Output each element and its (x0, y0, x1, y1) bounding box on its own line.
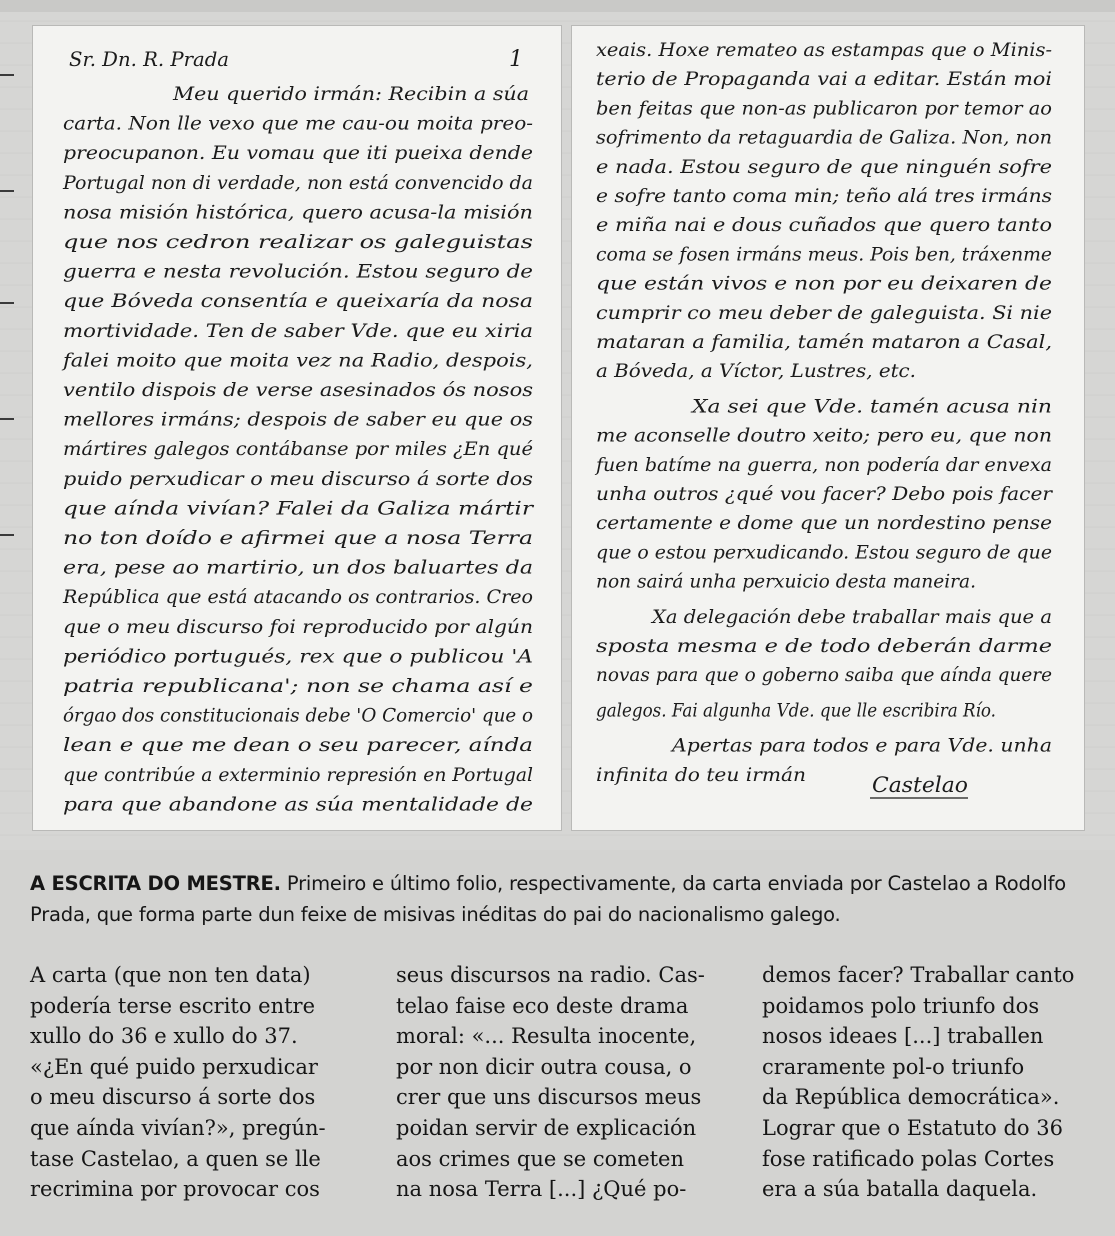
handwriting-last-folio (572, 26, 1084, 830)
handwritten-line: que aínda vivían? Falei da Galiza mártir (63, 497, 536, 520)
handwritten-line: Xa sei que Vde. tamén acusa nin (689, 395, 1052, 418)
margin-tick (0, 74, 14, 76)
handwritten-line: que o meu discurso foi reproducido por algún (63, 615, 533, 638)
handwritten-line: mortividade. Ten de saber Vde. que eu xiria (63, 319, 533, 342)
handwritten-line: sposta mesma e de todo deberán darme (596, 635, 1052, 657)
handwritten-line: fuen batíme na guerra, non podería dar envexa (593, 453, 1052, 476)
article-line: da República democrática». (762, 1085, 1060, 1110)
article-line: demos facer? Traballar canto (762, 963, 1075, 987)
article-line: moral: «... Resulta inocente, (396, 1024, 697, 1049)
handwritten-line: xeais. Hoxe remateo as estampas que o Minis- (596, 39, 1052, 61)
handwritten-line: nosa misión histórica, quero acusa-la misión (63, 201, 533, 224)
handwritten-line: ventilo dispois de verse asesinados ós nosos (63, 379, 534, 401)
top-stripe (0, 0, 1115, 12)
handwritten-line: Meu querido irmán: Recibin a súa (171, 83, 529, 105)
margin-tick (0, 302, 14, 304)
handwritten-line: Apertas para todos e para Vde. unha (669, 734, 1052, 757)
handwritten-line: que o estou perxudicando. Estou seguro de que (596, 541, 1052, 564)
handwritten-line: que Bóveda consentía e queixaría da nosa (63, 290, 533, 313)
article-line: tase Castelao, a quen se lle (30, 1146, 321, 1171)
margin-tick (0, 190, 14, 192)
article-line: seus discursos na radio. Cas- (396, 963, 705, 987)
article-line: «¿En qué puido perxudicar (30, 1054, 318, 1079)
handwritten-line: que están vivos e non por eu deixaren de (596, 272, 1052, 295)
article-line: podería terse escrito entre (30, 993, 316, 1018)
article-line: recrimina por provocar cos (30, 1177, 320, 1202)
photo-caption (30, 868, 1090, 930)
article-line: poidan servir de explicación (396, 1115, 697, 1140)
handwritten-line: a Bóveda, a Víctor, Lustres, etc. (596, 360, 916, 383)
article-line: crer que uns discursos meus (396, 1085, 702, 1110)
article-line: fose ratificado polas Cortes (762, 1146, 1055, 1171)
article-line: o meu discurso á sorte dos (30, 1085, 316, 1110)
letter-folio-last (572, 26, 1084, 830)
article-line: craramente pol-o triunfo (762, 1054, 1025, 1079)
handwritten-line: mártires galegos contábanse por miles ¿En qué (63, 438, 533, 461)
article-line: Lograr que o Estatuto do 36 (762, 1115, 1063, 1140)
handwritten-line: que nos cedron realizar os galeguistas (63, 231, 534, 253)
handwritten-line: me aconselle doutro xeito; pero eu, que non (596, 424, 1052, 447)
handwritten-line: ben feitas que non-as publicaron por temor ao (596, 97, 1052, 120)
margin-tick (0, 534, 14, 536)
article-line: xullo do 36 e xullo do 37. (30, 1024, 298, 1049)
handwritten-line: patria republicana'; non se chama así e (63, 675, 533, 697)
handwritten-line: e nada. Estou seguro de que ninguén sofre (596, 155, 1052, 178)
article-line: A carta (que non ten data) (30, 963, 311, 987)
handwritten-line: República que está atacando os contrarios. Creo (61, 586, 533, 609)
handwritten-line: órgao dos constitucionais debe 'O Comercio' que o (63, 704, 533, 727)
handwritten-line: carta. Non lle vexo que me cau-ou moita preo- (63, 112, 533, 135)
handwritten-line: non sairá unha perxuicio desta maneira. (596, 570, 976, 593)
handwritten-line: preocupanon. Eu vomau que iti pueixa dende (63, 142, 533, 165)
handwritten-line: certamente e dome que un nordestino pense (596, 512, 1052, 535)
article-line: nosos ideaes [...] traballen (762, 1024, 1044, 1049)
handwritten-line: guerra e nesta revolución. Estou seguro de (63, 260, 533, 283)
article-line: aos crimes que se cometen (396, 1146, 685, 1171)
handwritten-line: mellores irmáns; despois de saber eu que os (63, 408, 534, 431)
handwritten-line: que contribúe a exterminio represión en Portugal (63, 763, 533, 786)
article-column-1 (30, 960, 360, 1205)
handwritten-line: terio de Propaganda vai a editar. Están moi (596, 68, 1052, 91)
handwritten-line: Xa delegación debe traballar mais que a (649, 605, 1052, 628)
handwritten-line: mataran a familia, tamén mataron a Casal, (596, 331, 1052, 353)
handwritten-line: era, pese ao martirio, un dos baluartes da (63, 556, 533, 579)
handwriting-first-folio (33, 26, 561, 830)
article-column-3 (762, 960, 1092, 1205)
letter-page-number: 1 (509, 47, 523, 72)
handwritten-line: periódico portugués, rex que o publicou 'A (63, 645, 533, 668)
letter-salutation-heading: Sr. Dn. R. Prada (69, 47, 229, 71)
article-line: na nosa Terra [...] ¿Qué po- (396, 1177, 687, 1202)
handwritten-line: Portugal non di verdade, non está convencido da (62, 171, 533, 194)
handwritten-line: cumprir co meu deber de galeguista. Si nie (596, 301, 1052, 324)
article-line: era a súa batalla daquela. (762, 1177, 1038, 1202)
handwritten-line: unha outros ¿qué vou facer? Debo pois facer (596, 483, 1055, 505)
letter-folio-first (33, 26, 561, 830)
article-line: telao faise eco deste drama (396, 993, 689, 1018)
handwritten-line: infinita do teu irmán (596, 763, 806, 786)
article-column-2 (396, 960, 726, 1205)
caption-text: Primeiro e último folio, respectivamente, da carta enviada por Castelao a Rodolfo Prada, que forma parte dun feixe de misivas inéditas do pai do nacionalismo galego. (30, 872, 1067, 926)
article-line: poidamos polo triunfo dos (762, 993, 1040, 1018)
margin-tick (0, 418, 14, 420)
handwritten-line: no ton doído e afirmei que a nosa Terra (63, 527, 533, 549)
handwritten-line: e miña nai e dous cuñados que quero tanto (596, 214, 1052, 237)
article-line: que aínda vivían?», pregún- (30, 1115, 326, 1140)
handwritten-line: galegos. Fai algunha Vde. que lle escribira Río. (596, 699, 996, 722)
handwritten-line: novas para que o goberno saiba que aínda quere (596, 664, 1052, 687)
article-line: por non dicir outra cousa, o (396, 1054, 692, 1079)
handwritten-line: para que abandone as súa mentalidade de (63, 793, 533, 816)
handwritten-line: lean e que me dean o seu parecer, aínda (63, 734, 533, 757)
letter-signature: Castelao (872, 773, 968, 797)
caption-lead: A ESCRITA DO MESTRE. (30, 872, 281, 895)
handwritten-line: e sofre tanto coma min; teño alá tres irmáns (596, 185, 1053, 207)
handwritten-line: coma se fosen irmáns meus. Pois ben, tráxenme (596, 243, 1052, 266)
handwritten-line: falei moito que moita vez na Radio, despois, (60, 349, 534, 372)
handwritten-line: sofrimento da retaguardia de Galiza. Non, non (596, 126, 1052, 149)
handwritten-line: puido perxudicar o meu discurso á sorte dos (63, 467, 534, 490)
